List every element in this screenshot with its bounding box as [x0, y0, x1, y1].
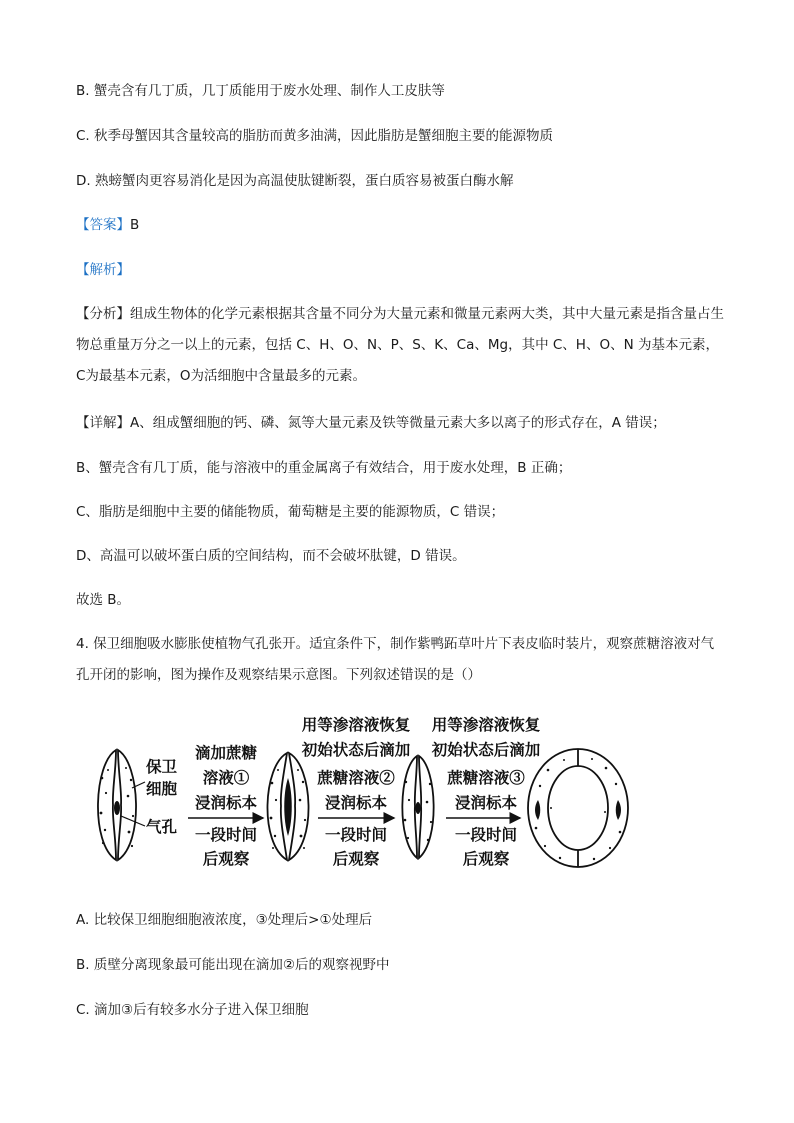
- analysis-tag: 【解析】: [76, 262, 130, 278]
- step2-text: [301, 715, 411, 868]
- step1-line4: 一段时间: [194, 825, 258, 844]
- step3-line4: 浸润标本: [454, 793, 518, 812]
- step1-text: [195, 743, 258, 868]
- step1-line3: 浸润标本: [194, 793, 258, 812]
- step2-line5: 一段时间: [324, 825, 388, 844]
- fenxi-paragraph: [76, 299, 726, 392]
- q4-option-c: C. 滴加③后有较多水分子进入保卫细胞: [76, 1002, 309, 1018]
- step2-line2: 初始状态后滴加: [301, 740, 411, 759]
- option-b: B. 蟹壳含有几丁质，几丁质能用于废水处理、制作人工皮肤等: [76, 83, 445, 99]
- step3-line5: 一段时间: [454, 825, 518, 844]
- q4-option-b: B. 质壁分离现象最可能出现在滴加②后的观察视野中: [76, 957, 390, 973]
- conclusion: 故选 B。: [76, 592, 131, 608]
- step2-line1: 用等渗溶液恢复: [301, 715, 411, 734]
- question-4-stem: 4. 保卫细胞吸水膨胀使植物气孔张开。适宜条件下，制作紫鸭跖草叶片下表皮临时装片，观察蔗糖溶液对气孔开闭的影响，图为操作及观察结果示意图。下列叙述错误的是（）: [76, 636, 715, 683]
- option-c: C. 秋季母蟹因其含量较高的脂肪而黄多油满，因此脂肪是蟹细胞主要的能源物质: [76, 128, 554, 144]
- stoma-after-solution-2: [402, 756, 433, 858]
- step1-line2: 溶液①: [202, 768, 250, 787]
- label-stoma: 气孔: [146, 817, 178, 836]
- step2-line6: 后观察: [332, 849, 380, 868]
- xiangjie-d: D、高温可以破坏蛋白质的空间结构，而不会破坏肽键，D 错误。: [76, 548, 466, 564]
- xiangjie-a-text: A、组成蟹细胞的钙、磷、氮等大量元素及铁等微量元素大多以离子的形式存在，A 错误；: [130, 415, 666, 431]
- q4-option-a: A. 比较保卫细胞细胞液浓度，③处理后>①处理后: [76, 912, 373, 928]
- answer-tag: 【答案】: [76, 217, 130, 233]
- stoma-initial: [98, 750, 136, 860]
- step1-line5: 后观察: [202, 849, 250, 868]
- step3-line6: 后观察: [462, 849, 510, 868]
- xiangjie-b: B、蟹壳含有几丁质，能与溶液中的重金属离子有效结合，用于废水处理，B 正确；: [76, 460, 572, 476]
- stomata-figure: [88, 708, 648, 880]
- fenxi-tag: 【分析】: [76, 306, 130, 322]
- answer-value: B: [130, 217, 140, 233]
- step3-line3: 蔗糖溶液③: [447, 768, 525, 787]
- answer-line: [76, 215, 139, 235]
- fenxi-text: 组成生物体的化学元素根据其含量不同分为大量元素和微量元素两大类，其中大量元素是指含量占生物总重量万分之一以上的元素，包括 C、H、O、N、P、S、K、Ca、Mg，其中 C、H、O、N 为基本元素，C为最基本元素，O为活细胞中含量最多的元素。: [76, 306, 724, 384]
- step3-line2: 初始状态后滴加: [431, 740, 541, 759]
- label-guard-cell-2: 细胞: [146, 779, 178, 798]
- xiangjie-c: C、脂肪是细胞中主要的储能物质，葡萄糖是主要的能源物质，C 错误；: [76, 504, 505, 520]
- step3-text: [431, 715, 541, 868]
- step3-line1: 用等渗溶液恢复: [431, 715, 541, 734]
- xiangjie-tag: 【详解】: [76, 415, 130, 431]
- stoma-after-solution-3: [528, 749, 628, 867]
- step1-line1: 滴加蔗糖: [194, 743, 258, 762]
- stoma-after-solution-1: [267, 753, 308, 860]
- option-d: D. 熟螃蟹肉更容易消化是因为高温使肽键断裂，蛋白质容易被蛋白酶水解: [76, 173, 514, 189]
- step2-line3: 蔗糖溶液②: [317, 768, 395, 787]
- step2-line4: 浸润标本: [324, 793, 388, 812]
- label-guard-cell-1: 保卫: [146, 757, 178, 776]
- xiangjie-a: [76, 413, 666, 433]
